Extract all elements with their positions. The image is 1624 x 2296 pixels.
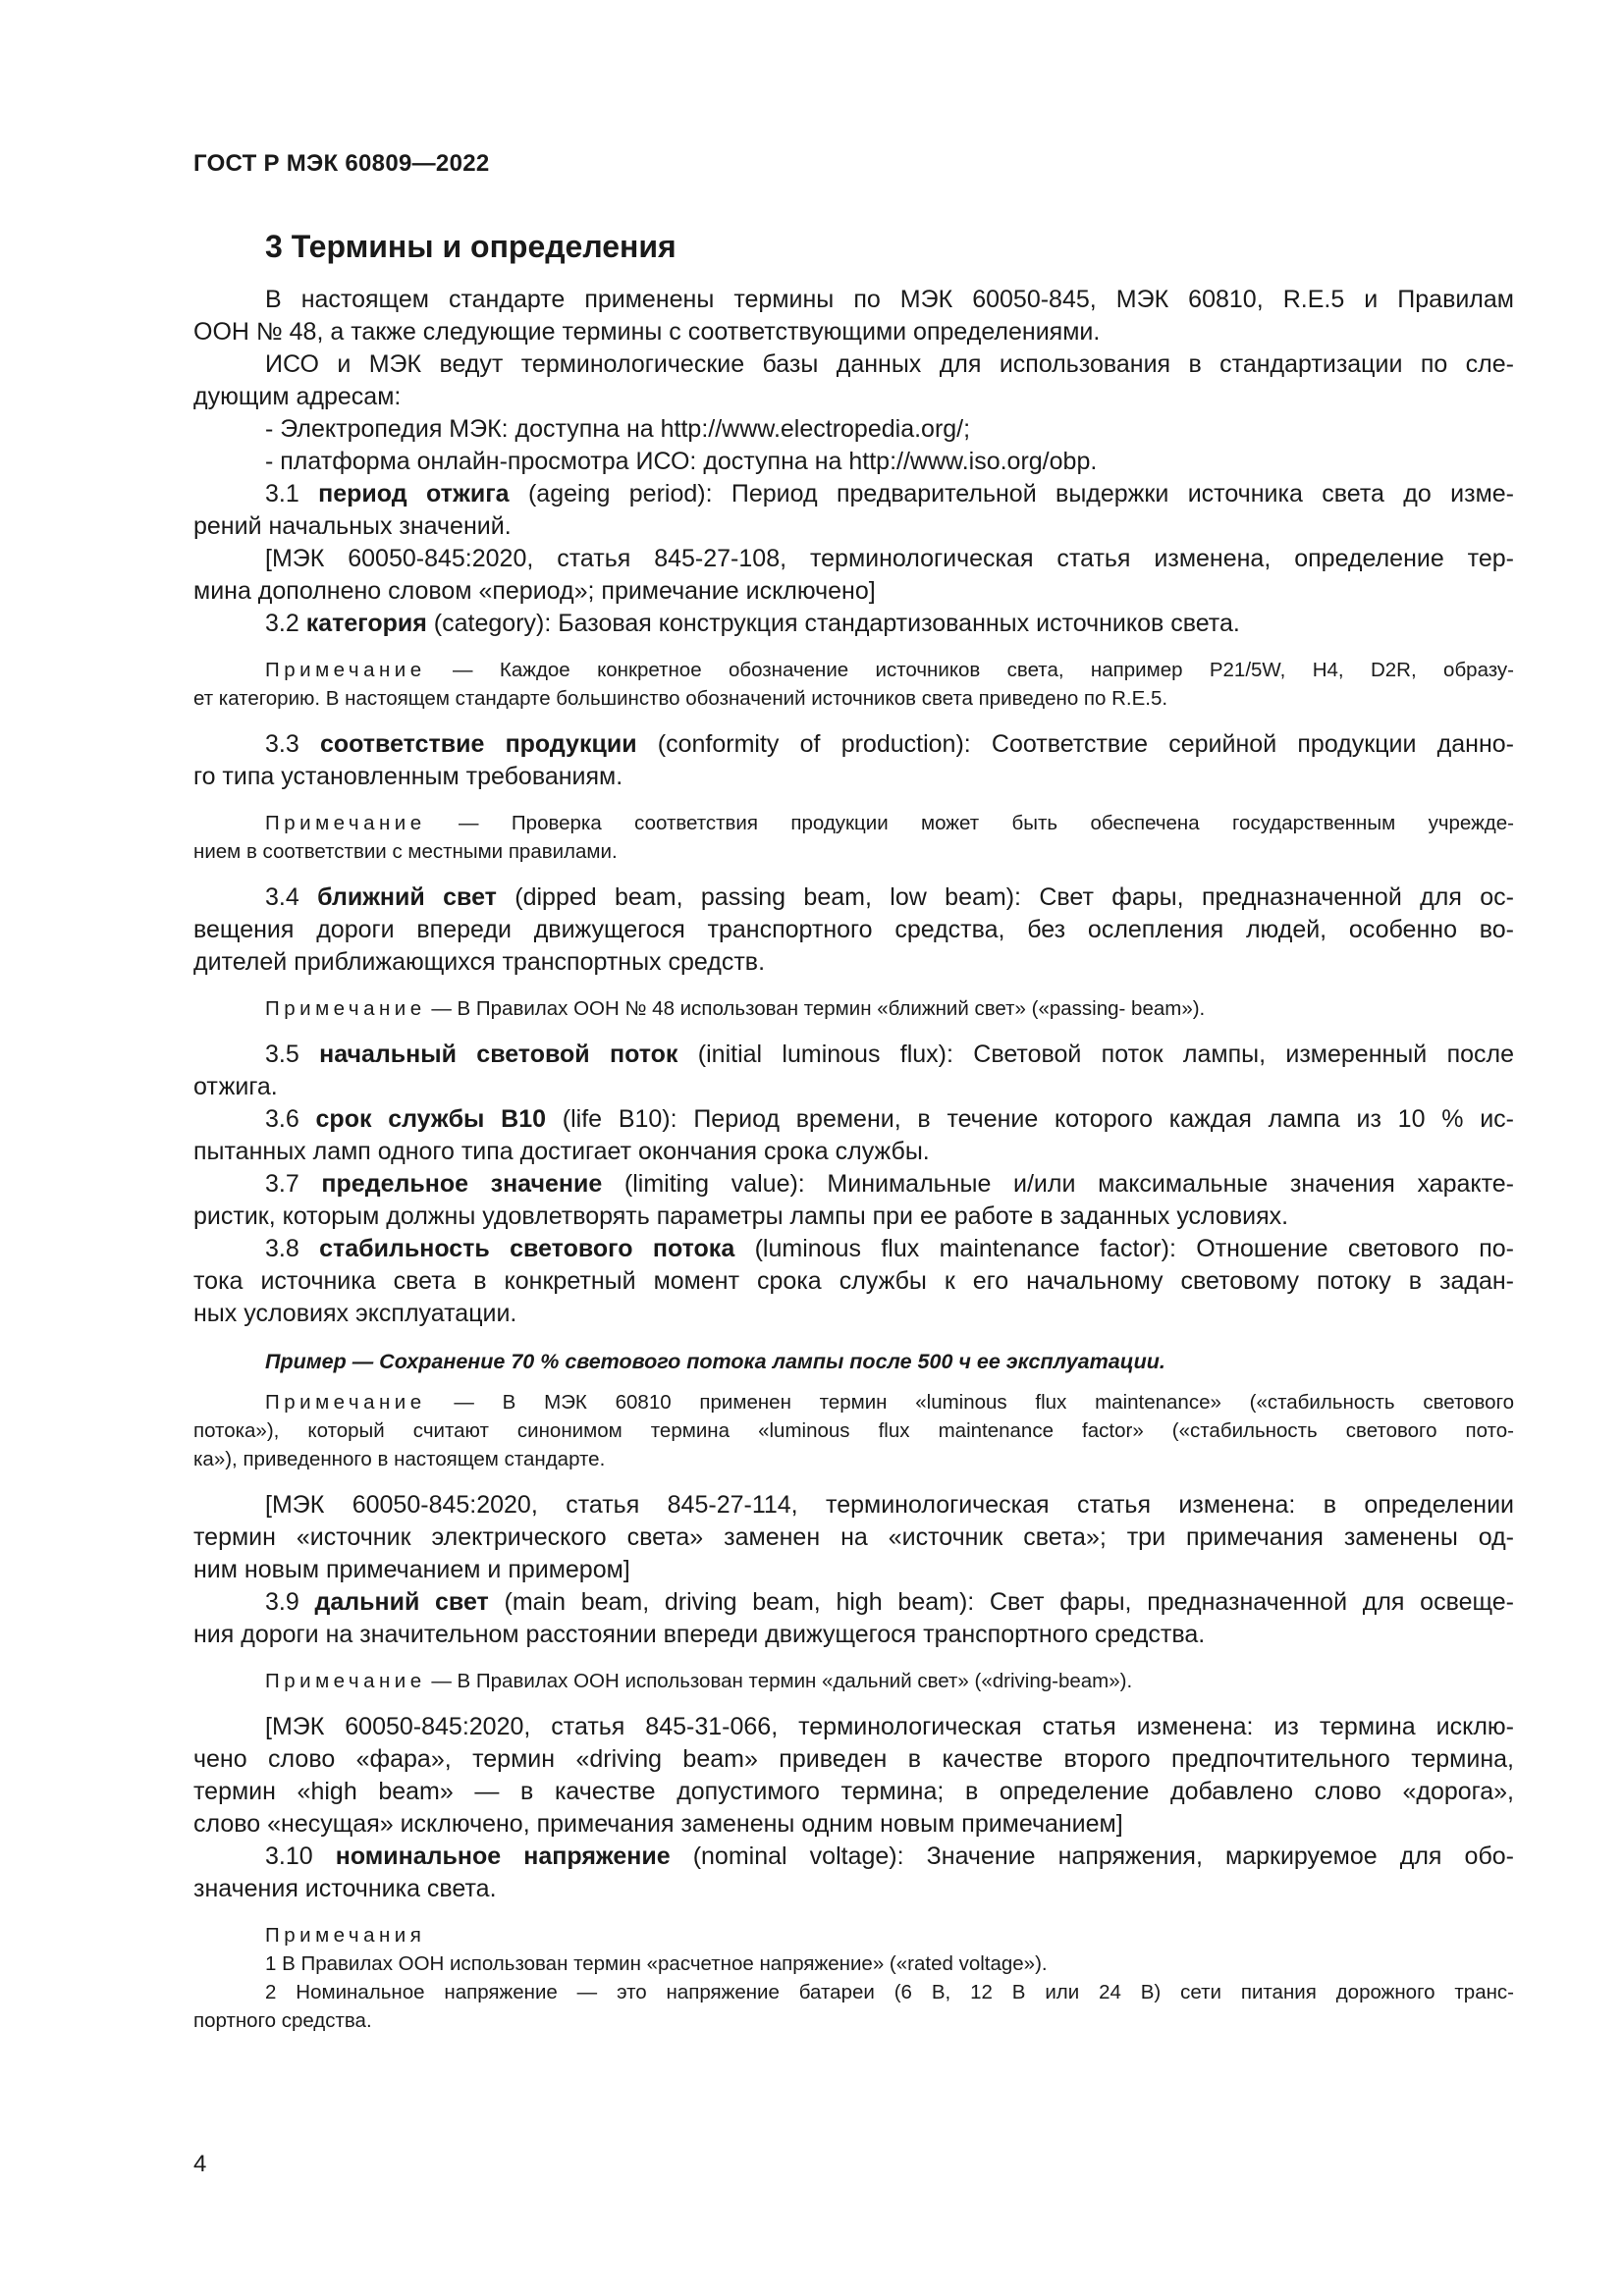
term-definition: (initial luminous flux): Световой поток лампы, измеренный после <box>677 1041 1514 1068</box>
note-line: 2 Номинальное напряжение — это напряжение батареи (6 В, 12 В или 24 В) сети питания дорожного транс- <box>265 1981 1514 2003</box>
term-line <box>193 478 1514 510</box>
note-text: — Каждое конкретное обозначение источников света, например Р21/5W, Н4, D2R, образу- <box>425 659 1514 681</box>
note-line: нием в соответствии с местными правилами. <box>193 840 618 863</box>
note-line: ка»), приведенного в настоящем стандарте. <box>193 1448 606 1470</box>
term-definition: (dipped beam, passing beam, low beam): Свет фары, предназначенной для ос- <box>496 883 1514 911</box>
term-name: соответствие продукции <box>319 730 637 758</box>
term-line <box>193 1586 1514 1619</box>
intro-line: - Электропедия МЭК: доступна на http://www.electropedia.org/; <box>265 415 971 443</box>
term-line <box>193 1841 1514 1873</box>
note-line <box>193 994 1514 1023</box>
document-body <box>193 284 1514 2035</box>
term-number: 3.6 <box>265 1105 316 1133</box>
term-line <box>193 1039 1514 1071</box>
term-number: 3.10 <box>265 1842 336 1870</box>
source-line: [МЭК 60050-845:2020, статья 845-31-066, терминологическая статья изменена: из термина исклю- <box>265 1713 1514 1740</box>
term-definition: (nominal voltage): Значение напряжения, маркируемое для обо- <box>670 1842 1514 1870</box>
term-definition: (luminous flux maintenance factor): Отношение светового по- <box>734 1235 1514 1262</box>
term-number: 3.3 <box>265 730 320 758</box>
term-definition: (category): Базовая конструкция стандартизованных источников света. <box>426 610 1240 637</box>
term-line: ных условиях эксплуатации. <box>193 1300 517 1327</box>
note-text: — В Правилах ООН № 48 использован термин «ближний свет» («passing- beam»). <box>425 997 1206 1020</box>
term-line: дителей приближающихся транспортных средств. <box>193 948 766 976</box>
example-line: Пример — Сохранение 70 % светового потока лампы после 500 ч ее эксплуатации. <box>265 1350 1165 1373</box>
term-line <box>193 1233 1514 1265</box>
term-line: рений начальных значений. <box>193 512 512 540</box>
term-line <box>193 1103 1514 1136</box>
term-number: 3.1 <box>265 480 319 507</box>
term-line: тока источника света в конкретный момент срока службы к его начальному световому потоку в задан- <box>193 1267 1514 1295</box>
intro-line: - платформа онлайн-просмотра ИСО: доступна на http://www.iso.org/obp. <box>265 448 1098 475</box>
term-line: пытанных ламп одного типа достигает окончания срока службы. <box>193 1138 930 1165</box>
note-line <box>193 809 1514 837</box>
term-name: номинальное напряжение <box>335 1842 671 1870</box>
source-line: чено слово «фара», термин «driving beam» приведен в качестве второго предпочтительного термина, <box>193 1745 1514 1773</box>
term-line: отжига. <box>193 1073 278 1100</box>
term-line <box>193 881 1514 914</box>
source-line: термин «high beam» — в качестве допустимого термина; в определение добавлено слово «дорога», <box>193 1778 1514 1805</box>
note-line: потока»), который считают синонимом термина «luminous flux maintenance factor» («стабильность светового пото- <box>193 1419 1514 1442</box>
note-line: ет категорию. В настоящем стандарте большинство обозначений источников света приведено по R.E.5. <box>193 687 1168 710</box>
note-label: Примечание <box>265 997 426 1020</box>
term-definition: (main beam, driving beam, high beam): Свет фары, предназначенной для освеще- <box>488 1588 1514 1616</box>
note-line <box>193 1667 1514 1695</box>
page-number: 4 <box>193 2151 207 2177</box>
term-line <box>193 608 1514 640</box>
source-line: [МЭК 60050-845:2020, статья 845-27-108, терминологическая статья изменена, определение тер- <box>265 545 1514 572</box>
note-text: — Проверка соответствия продукции может быть обеспечена государственным учрежде- <box>425 812 1514 834</box>
term-number: 3.7 <box>265 1170 322 1198</box>
term-line: го типа установленным требованиям. <box>193 763 623 790</box>
standard-header: ГОСТ Р МЭК 60809—2022 <box>193 150 490 177</box>
note-label: Примечание <box>265 812 426 834</box>
term-name: период отжига <box>318 480 510 507</box>
note-line: 1 В Правилах ООН использован термин «расчетное напряжение» («rated voltage»). <box>265 1952 1048 1975</box>
term-number: 3.5 <box>265 1041 320 1068</box>
term-line: значения источника света. <box>193 1875 497 1902</box>
term-name: предельное значение <box>321 1170 603 1198</box>
term-definition: (life В10): Период времени, в течение которого каждая лампа из 10 % ис- <box>546 1105 1514 1133</box>
term-number: 3.9 <box>265 1588 315 1616</box>
section-title: 3 Термины и определения <box>265 229 677 264</box>
source-line: термин «источник электрического света» заменен на «источник света»; три примечания заменены од- <box>193 1523 1514 1551</box>
source-line: [МЭК 60050-845:2020, статья 845-27-114, терминологическая статья изменена: в определении <box>265 1491 1514 1519</box>
term-definition: (ageing period): Период предварительной выдержки источника света до изме- <box>509 480 1514 507</box>
term-definition: (conformity of production): Соответствие серийной продукции данно- <box>636 730 1514 758</box>
note-line <box>193 656 1514 684</box>
term-line <box>193 1168 1514 1201</box>
note-label: Примечания <box>265 1924 426 1947</box>
source-line: слово «несущая» исключено, примечания заменены одним новым примечанием] <box>193 1810 1123 1838</box>
term-name: срок службы В10 <box>315 1105 547 1133</box>
term-name: категория <box>305 610 427 637</box>
term-line: вещения дороги впереди движущегося транспортного средства, без ослепления людей, особенно во- <box>193 916 1514 943</box>
note-text: — В МЭК 60810 применен термин «luminous flux maintenance» («стабильность светового <box>425 1391 1514 1414</box>
term-name: начальный световой поток <box>319 1041 678 1068</box>
note-line <box>193 1388 1514 1416</box>
source-line: мина дополнено словом «период»; примечание исключено] <box>193 577 876 605</box>
note-label: Примечание <box>265 1391 426 1414</box>
intro-line: дующим адресам: <box>193 383 402 410</box>
term-name: ближний свет <box>317 883 497 911</box>
term-line: ния дороги на значительном расстоянии впереди движущегося транспортного средства. <box>193 1621 1206 1648</box>
note-label: Примечание <box>265 659 426 681</box>
note-label: Примечание <box>265 1670 426 1692</box>
term-number: 3.4 <box>265 883 318 911</box>
intro-line: ООН № 48, а также следующие термины с соответствующими определениями. <box>193 318 1101 346</box>
term-number: 3.8 <box>265 1235 320 1262</box>
intro-line: ИСО и МЭК ведут терминологические базы данных для использования в стандартизации по сле- <box>265 350 1514 378</box>
source-line: ним новым примечанием и примером] <box>193 1556 630 1583</box>
term-line: ристик, которым должны удовлетворять параметры лампы при ее работе в заданных условиях. <box>193 1202 1289 1230</box>
term-number: 3.2 <box>265 610 306 637</box>
note-text: — В Правилах ООН использован термин «дальний свет» («driving-beam»). <box>425 1670 1133 1692</box>
term-line <box>193 728 1514 761</box>
term-name: дальний свет <box>314 1588 489 1616</box>
term-name: стабильность светового потока <box>319 1235 735 1262</box>
intro-line: В настоящем стандарте применены термины по МЭК 60050-845, МЭК 60810, R.E.5 и Правилам <box>265 286 1514 313</box>
note-line: портного средства. <box>193 2009 372 2032</box>
term-definition: (limiting value): Минимальные и/или максимальные значения характе- <box>602 1170 1514 1198</box>
